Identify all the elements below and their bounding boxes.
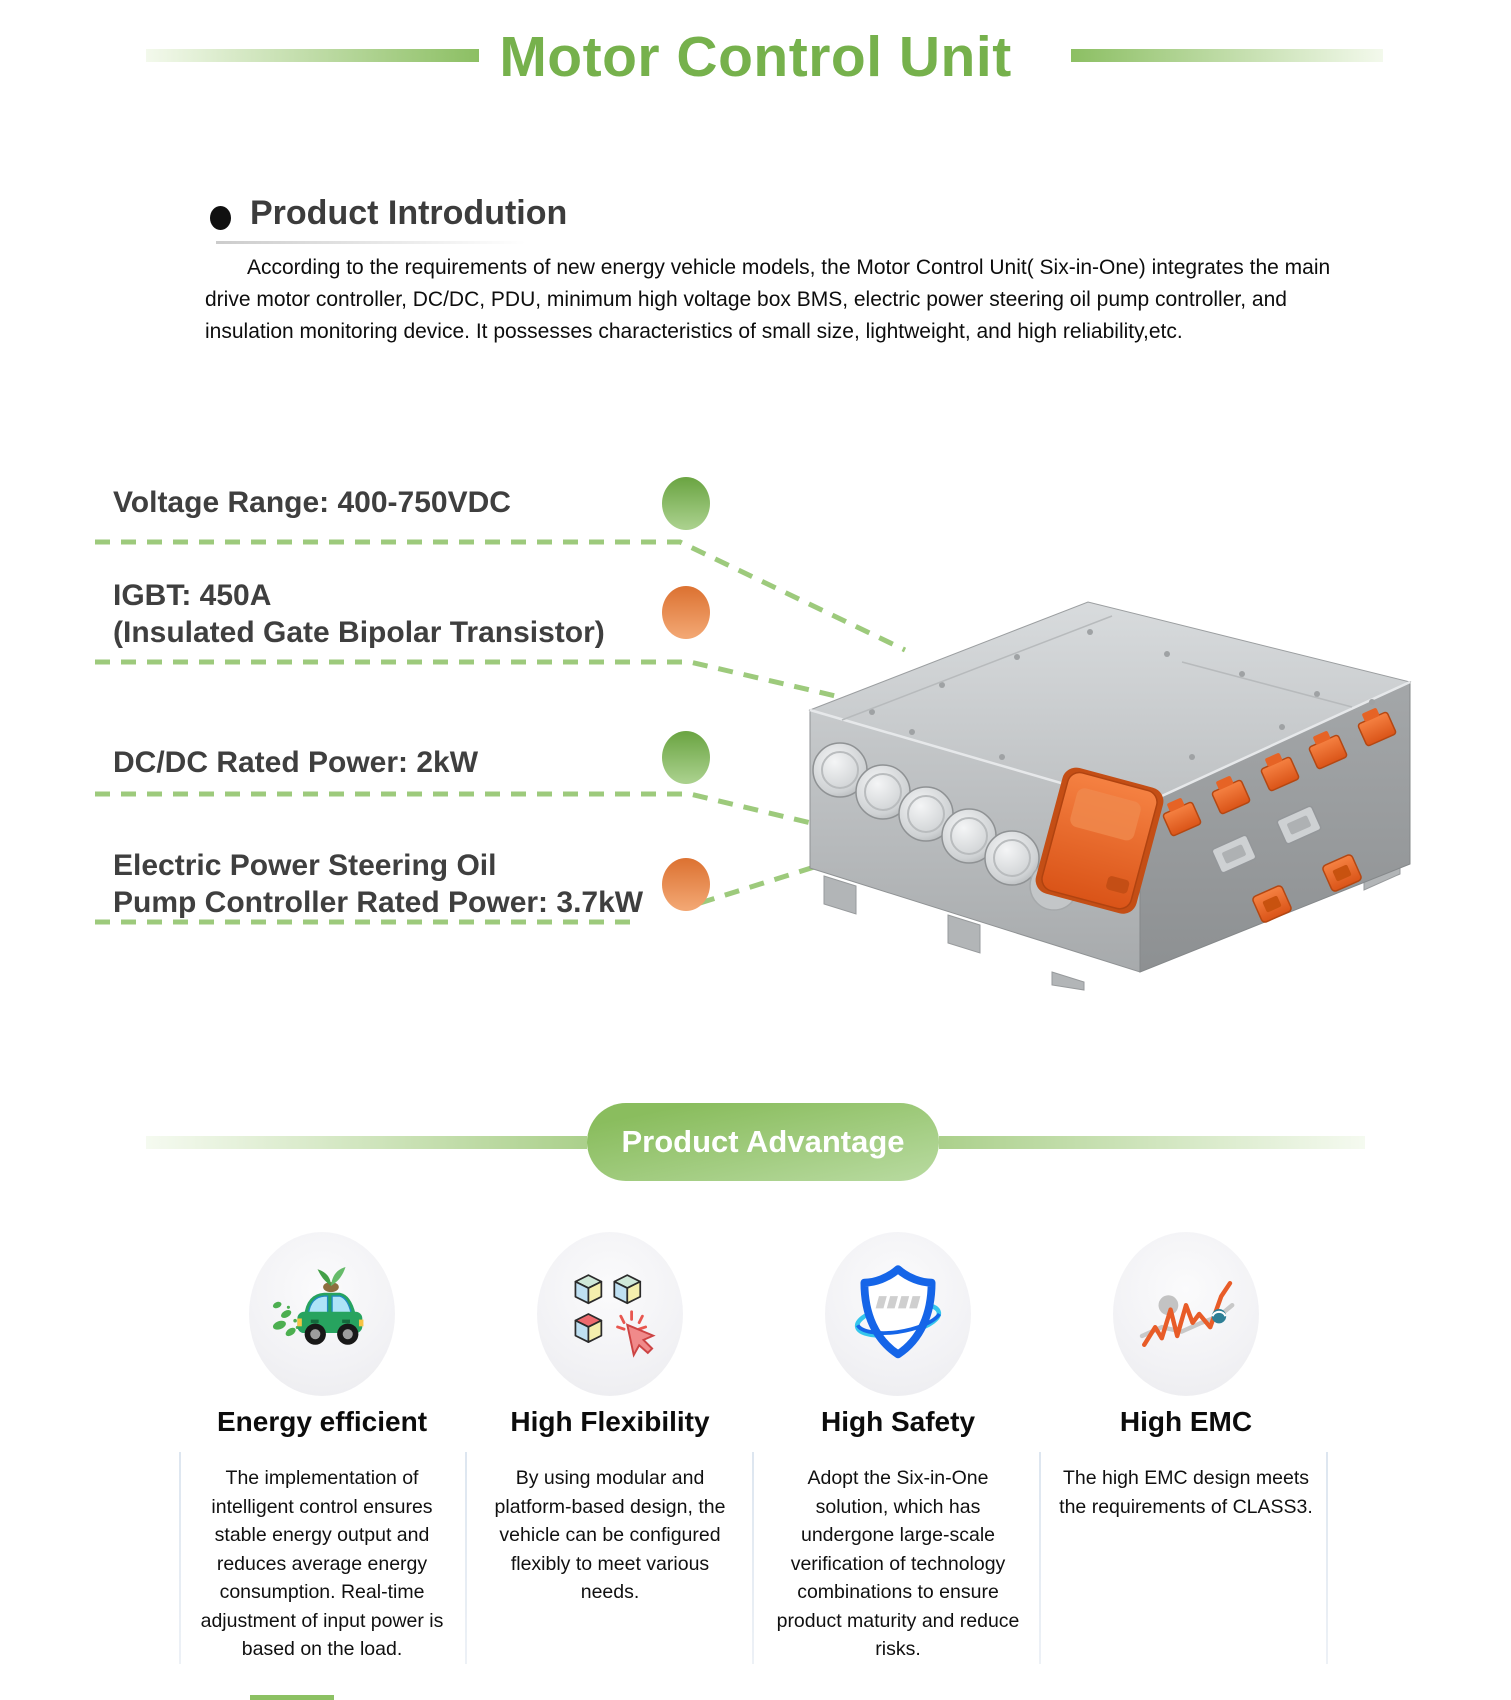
icon-circle bbox=[249, 1232, 395, 1396]
advantage-card-safety bbox=[754, 1232, 1042, 1664]
advantage-card-energy bbox=[178, 1232, 466, 1664]
page-title: Motor Control Unit bbox=[499, 25, 1012, 89]
advantage-title: High Flexibility bbox=[510, 1406, 710, 1437]
advantage-desc: The high EMC design meets the requirements of CLASS3. bbox=[1059, 1467, 1313, 1518]
intro-heading: Product Introdution bbox=[250, 194, 568, 232]
advantage-desc: The implementation of intelligent control ensures stable energy output and reduces average energy consumption. Real-time adjustment of input power is based on the load. bbox=[200, 1467, 444, 1660]
leaf-trail bbox=[272, 1301, 299, 1338]
bullet-icon bbox=[210, 206, 231, 230]
emc-chart-icon bbox=[1131, 1259, 1241, 1369]
banner-rule-right bbox=[939, 1136, 1365, 1149]
bottom-accent-line bbox=[250, 1695, 334, 1700]
advantage-card-flexibility bbox=[466, 1232, 754, 1607]
intro-underline bbox=[216, 241, 526, 244]
icon-circle bbox=[825, 1232, 971, 1396]
feature-dot-orange-1 bbox=[662, 586, 710, 639]
advantage-title: Energy efficient bbox=[216, 1406, 428, 1437]
feature-dcdc-power: DC/DC Rated Power: 2kW bbox=[113, 746, 479, 779]
advantage-title: High EMC bbox=[1119, 1406, 1253, 1437]
shield bbox=[864, 1269, 931, 1354]
icon-circle bbox=[537, 1232, 683, 1396]
advantage-banner: Product Advantage bbox=[587, 1103, 939, 1181]
advantage-desc: Adopt the Six-in-One solution, which has undergone large-scale verification of technology combinations to ensure product maturity and reduce risks. bbox=[776, 1467, 1020, 1660]
feature-igbt: IGBT: 450A (Insulated Gate Bipolar Transistor) bbox=[113, 579, 605, 649]
icon-circle bbox=[1113, 1232, 1259, 1396]
cube-2 bbox=[614, 1275, 640, 1303]
advantage-card-emc bbox=[1042, 1232, 1330, 1521]
feature-dot-green-1 bbox=[662, 477, 710, 530]
shield-icon bbox=[842, 1258, 954, 1370]
cube-3 bbox=[575, 1314, 601, 1342]
cube-1 bbox=[575, 1275, 601, 1303]
feature-dot-green-2 bbox=[662, 731, 710, 784]
advantage-title: High Safety bbox=[820, 1406, 976, 1437]
product-image bbox=[752, 542, 1462, 992]
feature-voltage-range: Voltage Range: 400-750VDC bbox=[113, 486, 511, 519]
eco-car-icon bbox=[266, 1258, 378, 1370]
feature-steering-pump: Electric Power Steering Oil Pump Controller Rated Power: 3.7kW bbox=[113, 849, 644, 919]
intro-paragraph: According to the requirements of new energy vehicle models, the Motor Control Unit( Six-in-One) integrates the main drive motor controller, DC/DC, PDU, minimum high voltage box BMS, electric power steering oil pump controller, and insulation monitoring device. It possesses characteristics of small size, lightweight, and high reliability,etc. bbox=[205, 256, 1331, 343]
feature-dot-orange-2 bbox=[662, 858, 710, 911]
cursor-arrow bbox=[627, 1325, 653, 1355]
banner-rule-left bbox=[146, 1136, 587, 1149]
modular-cubes-icon bbox=[556, 1260, 664, 1368]
advantage-desc: By using modular and platform-based design, the vehicle can be configured flexibly to meet various needs. bbox=[494, 1467, 726, 1603]
